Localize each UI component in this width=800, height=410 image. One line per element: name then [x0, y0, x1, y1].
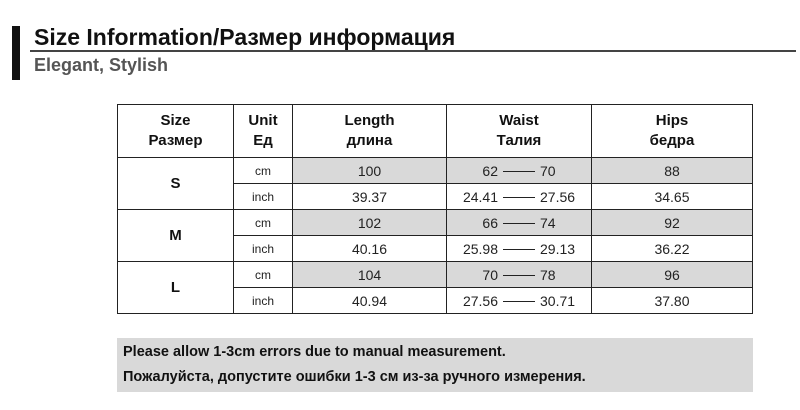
waist-range — [447, 184, 592, 210]
size-label: S — [118, 158, 234, 210]
note-english: Please allow 1-3cm errors due to manual measurement. — [123, 344, 506, 360]
header-length — [293, 105, 447, 158]
waist-range — [447, 210, 592, 236]
hips-value: 37.80 — [592, 288, 753, 314]
unit-label: inch — [234, 288, 293, 314]
page-title: Size Information/Размер информация — [34, 24, 456, 50]
length-value: 40.16 — [293, 236, 447, 262]
waist-max: 78 — [540, 266, 556, 283]
length-value: 39.37 — [293, 184, 447, 210]
unit-label: inch — [234, 236, 293, 262]
hips-value: 88 — [592, 158, 753, 184]
range-dash — [503, 275, 535, 276]
waist-max: 29.13 — [540, 240, 576, 257]
range-dash — [503, 197, 535, 198]
note-russian: Пожалуйста, допустите ошибки 1-3 см из-за ручного измерения. — [123, 369, 586, 385]
header-size — [118, 105, 234, 158]
table-row — [118, 158, 753, 184]
length-value: 102 — [293, 210, 447, 236]
size-table — [117, 104, 753, 314]
waist-max: 30.71 — [540, 292, 576, 309]
hips-value: 96 — [592, 262, 753, 288]
header-unit-ru: Ед — [253, 132, 273, 149]
header-unit — [234, 105, 293, 158]
header-accent-bar — [12, 26, 20, 80]
header-hips-ru: бедра — [649, 132, 695, 149]
waist-min: 27.56 — [462, 292, 498, 309]
title-divider — [30, 50, 796, 52]
header-size-en: Size — [160, 112, 191, 129]
header-waist-ru: Талия — [496, 132, 542, 149]
page-subtitle: Elegant, Stylish — [34, 55, 169, 75]
header-waist-en: Waist — [499, 112, 539, 129]
waist-max: 74 — [540, 214, 556, 231]
waist-min: 62 — [482, 162, 498, 179]
range-dash — [503, 223, 535, 224]
waist-min: 25.98 — [462, 240, 498, 257]
header-size-ru: Размер — [148, 132, 203, 149]
table-header-row — [118, 105, 753, 158]
waist-range — [447, 236, 592, 262]
header-unit-en: Unit — [248, 112, 278, 129]
range-dash — [503, 249, 535, 250]
waist-min: 66 — [482, 214, 498, 231]
hips-value: 34.65 — [592, 184, 753, 210]
waist-range — [447, 262, 592, 288]
range-dash — [503, 171, 535, 172]
unit-label: cm — [234, 262, 293, 288]
waist-max: 27.56 — [540, 188, 576, 205]
table-row — [118, 262, 753, 288]
length-value: 104 — [293, 262, 447, 288]
header-hips — [592, 105, 753, 158]
waist-range — [447, 158, 592, 184]
unit-label: inch — [234, 184, 293, 210]
unit-label: cm — [234, 158, 293, 184]
hips-value: 36.22 — [592, 236, 753, 262]
length-value: 100 — [293, 158, 447, 184]
unit-label: cm — [234, 210, 293, 236]
hips-value: 92 — [592, 210, 753, 236]
range-dash — [503, 301, 535, 302]
waist-min: 24.41 — [462, 188, 498, 205]
size-label: L — [118, 262, 234, 314]
measurement-note — [117, 338, 753, 392]
table-row — [118, 210, 753, 236]
size-label: M — [118, 210, 234, 262]
header-length-ru: длина — [346, 132, 393, 149]
header-length-en: Length — [344, 112, 395, 129]
length-value: 40.94 — [293, 288, 447, 314]
waist-range — [447, 288, 592, 314]
header-waist — [447, 105, 592, 158]
waist-max: 70 — [540, 162, 556, 179]
waist-min: 70 — [482, 266, 498, 283]
header-hips-en: Hips — [655, 112, 689, 129]
